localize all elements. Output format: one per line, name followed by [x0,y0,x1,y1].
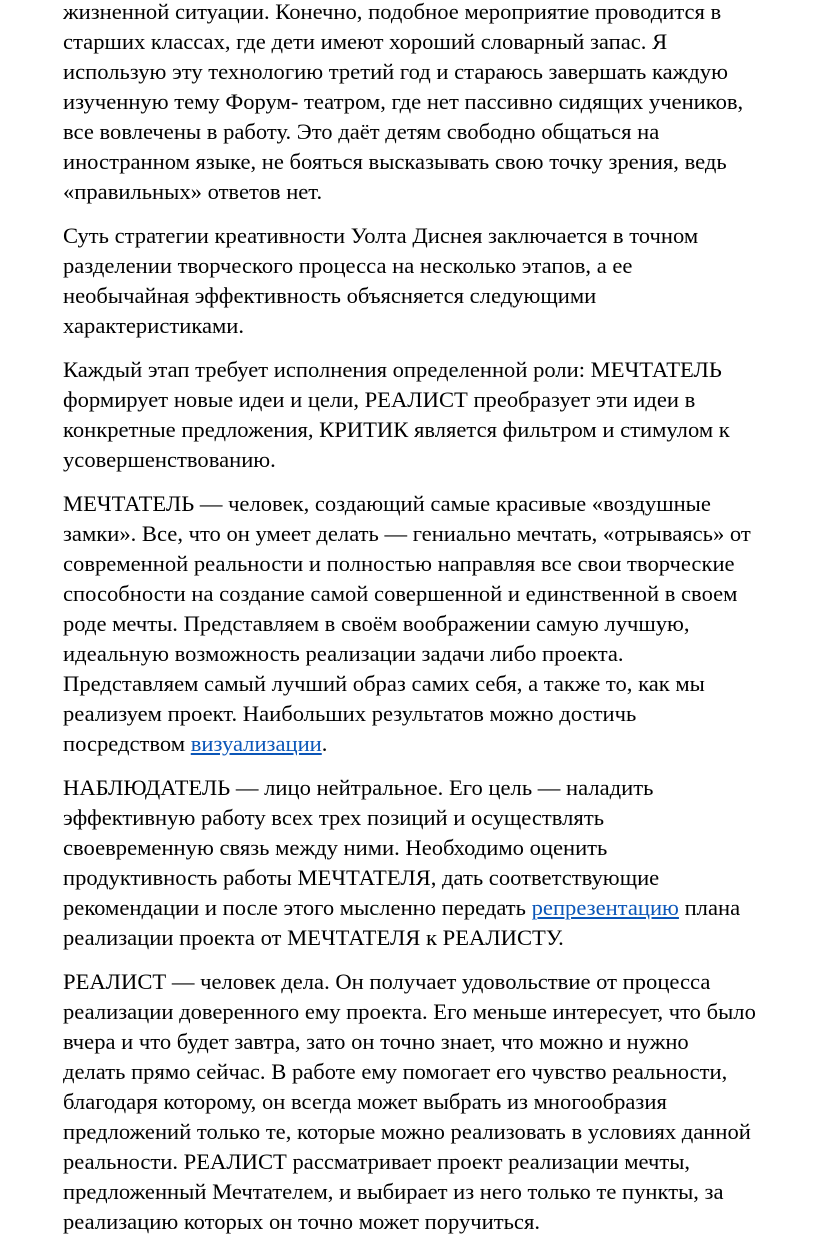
text-line: необычайная эффективность объясняется следующими [63,283,597,308]
text-fragment: плана [678,895,741,920]
text-line: вчера и что будет завтра, зато он точно знает, что можно и нужно [63,1029,689,1054]
text-line: реализации доверенного ему проекта. Его меньше интересует, что было [63,999,756,1024]
text-line: старших классах, где дети имеют хороший словарный запас. Я [63,29,668,54]
representation-link[interactable]: репрезентацию [531,895,679,920]
text-line: предложений только те, которые можно реализовать в условиях данной [63,1119,751,1144]
text-line: изученную тему Форум- театром, где нет пассивно сидящих учеников, [63,89,744,114]
paragraph-forum-theatre [63,0,813,207]
text-line: благодаря которому, он всегда может выбрать из многообразия [63,1089,667,1114]
text-line: замки». Все, что он умеет делать — гениально мечтать, «отрываясь» от [63,521,751,546]
paragraph-observer [63,773,813,953]
text-fragment: рекомендации и после этого мысленно передать [63,895,532,920]
text-line: конкретные предложения, КРИТИК является фильтром и стимулом к [63,417,730,442]
paragraph-disney-strategy [63,221,813,341]
text-line: все вовлечены в работу. Это даёт детям свободно общаться на [63,119,660,144]
text-line-with-link [63,729,813,759]
paragraph-realist [63,967,813,1237]
text-line: Представляем самый лучший образ самих себя, а также то, как мы [63,671,705,696]
text-line: реализацию которых он точно может поручиться. [63,1209,540,1234]
text-line: предложенный Мечтателем, и выбирает из него только те пункты, за [63,1179,724,1204]
text-line: МЕЧТАТЕЛЬ — человек, создающий самые красивые «воздушные [63,491,711,516]
text-line: НАБЛЮДАТЕЛЬ — лицо нейтральное. Его цель — наладить [63,775,654,800]
document-page [63,0,813,1251]
text-line: современной реальности и полностью направляя все свои творческие [63,551,735,576]
text-line: реализации проекта от МЕЧТАТЕЛЯ к РЕАЛИСТУ. [63,925,564,950]
text-fragment: . [321,731,328,756]
text-line: роде мечты. Представляем в своём воображении самую лучшую, [63,611,690,636]
text-line: эффективную работу всех трех позиций и осуществлять [63,805,605,830]
text-line: использую эту технологию третий год и стараюсь завершать каждую [63,59,728,84]
text-line: делать прямо сейчас. В работе ему помогает его чувство реальности, [63,1059,728,1084]
text-line: РЕАЛИСТ — человек дела. Он получает удовольствие от процесса [63,969,711,994]
text-line: характеристиками. [63,313,245,338]
text-line: формирует новые идеи и цели, РЕАЛИСТ преобразует эти идеи в [63,387,696,412]
text-line: разделении творческого процесса на несколько этапов, а ее [63,253,633,278]
text-line: Суть стратегии креативности Уолта Диснея заключается в точном [63,223,699,248]
text-line: усовершенствованию. [63,447,276,472]
paragraph-dreamer [63,489,813,759]
text-line: Каждый этап требует исполнения определенной роли: МЕЧТАТЕЛЬ [63,357,722,382]
text-line: продуктивность работы МЕЧТАТЕЛЯ, дать соответствующие [63,865,660,890]
text-fragment: посредством [63,731,191,756]
text-line: способности на создание самой совершенной и единственной в своем [63,581,738,606]
text-line: реализуем проект. Наибольших результатов можно достичь [63,701,637,726]
visualization-link[interactable]: визуализации [190,731,322,756]
text-line-with-link [63,893,813,923]
text-line: «правильных» ответов нет. [63,179,323,204]
paragraph-roles [63,355,813,475]
text-line: своевременную связь между ними. Необходимо оценить [63,835,608,860]
text-line: иностранном языке, не бояться высказывать свою точку зрения, ведь [63,149,727,174]
text-line: жизненной ситуации. Конечно, подобное мероприятие проводится в [63,0,722,24]
text-line: реальности. РЕАЛИСТ рассматривает проект реализации мечты, [63,1149,691,1174]
text-line: идеальную возможность реализации задачи либо проекта. [63,641,624,666]
